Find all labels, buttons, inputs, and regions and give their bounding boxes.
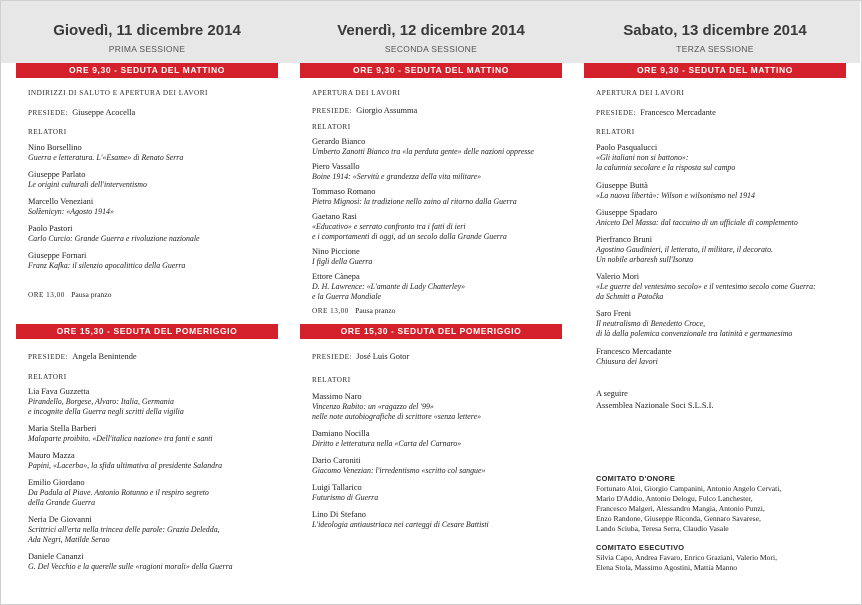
chair-label: PRESIEDE: (312, 107, 353, 115)
honor-committee-line: Enzo Randone, Giuseppe Riconda, Gennaro Savarese, (596, 514, 761, 523)
speaker-name: Marcello Veneziani (28, 197, 94, 206)
speaker-talk: Papini, «Lacerba», la sfida ultimativa al presidente Salandra (28, 461, 223, 470)
speaker-talk: Carlo Curcio: Grande Guerra e rivoluzione nazionale (28, 234, 200, 243)
speaker-name: Saro Freni (596, 309, 632, 318)
opening-label: APERTURA DEI LAVORI (312, 89, 401, 97)
speaker-talk: Malaparte proibito. «Dell'italica nazione» tra fanti e santi (28, 434, 213, 443)
honor-committee-line: Mario D'Addio, Antonio Delogu, Fulco Lanchester, (596, 494, 753, 503)
speaker-talk: e incognite della Guerra negli scritti della vigilia (28, 407, 184, 416)
speaker-name: Ettore Cànepa (312, 272, 360, 281)
chair-label: PRESIEDE: (312, 353, 353, 361)
relatori-label: RELATORI (312, 123, 351, 131)
chair-name: José Luis Gotor (356, 352, 410, 361)
speaker-talk: D. H. Lawrence: «L'amante di Lady Chatterley» (312, 282, 466, 291)
speaker-name: Lia Fava Guzzetta (28, 387, 90, 396)
speaker-talk: di là dalla polemica convenzionale tra latinità e germanesimo (596, 329, 793, 338)
speaker-talk: Guerra e letteratura. L'«Esame» di Renato Serra (28, 153, 184, 162)
speaker-name: Lino Di Stefano (312, 510, 366, 519)
opening-label: INDIRIZZI DI SALUTO E APERTURA DEI LAVORI (28, 89, 208, 97)
speaker-name: Giuseppe Parlato (28, 170, 86, 179)
lunch-line (312, 306, 395, 316)
relatori-label: RELATORI (596, 128, 635, 136)
speaker-talk: Diritto e letteratura nella «Carta del Carnaro» (312, 439, 462, 448)
speaker-talk: «La nuova libertà»: Wilson e wilsonismo nel 1914 (596, 191, 755, 200)
speaker-talk: Le origini culturali dell'interventismo (28, 180, 147, 189)
speaker-talk: G. Del Vecchio e la querelle sulle «ragioni morali» della Guerra (28, 562, 233, 571)
chair-line (28, 352, 137, 362)
speaker-name: Paolo Pastori (28, 224, 73, 233)
speaker-talk: Pietro Mignosi: la tradizione nello zaino al ritorno dalla Guerra (312, 197, 517, 206)
speaker-talk: «Le guerre del ventesimo secolo» e il ventesimo secolo come Guerra: (596, 282, 816, 291)
speaker-talk: e i comportamenti di oggi, ad un secolo dalla Grande Guerra (312, 232, 507, 241)
speaker-talk: Ada Negri, Matilde Serao (28, 535, 110, 544)
chair-name: Giorgio Assumma (356, 106, 418, 115)
speaker-name: Gaetano Rasi (312, 212, 357, 221)
speaker-name: Giuseppe Spadaro (596, 208, 658, 217)
speaker-talk: Da Padula al Piave. Antonio Rotunno e il respiro segreto (28, 488, 209, 497)
lunch-label: Pausa pranzo (355, 306, 396, 315)
honor-committee-line: Francesco Malgeri, Alessandro Mangia, Antonio Punzi, (596, 504, 765, 513)
morning-session-bar: ORE 9,30 - SEDUTA DEL MATTINO (300, 63, 562, 78)
speaker-talk: «Gli italiani non si battono»: (596, 153, 689, 162)
speaker-name: Dario Caroniti (312, 456, 361, 465)
afternoon-session-bar: ORE 15,30 - SEDUTA DEL POMERIGGIO (300, 324, 562, 339)
speaker-name: Pierfranco Bruni (596, 235, 653, 244)
lunch-line (28, 290, 111, 300)
speaker-talk: Il neutralismo di Benedetto Croce, (596, 319, 706, 328)
day-title: Giovedì, 11 dicembre 2014 (53, 22, 241, 39)
speaker-talk: L'ideologia antiaustriaca nei carteggi di Cesare Battisti (312, 520, 489, 529)
chair-name: Francesco Mercadante (640, 108, 716, 117)
chair-label: PRESIEDE: (28, 109, 69, 117)
speaker-talk: Franz Kafka: il silenzio apocalittico della Guerra (28, 261, 186, 270)
speaker-talk: da Schmitt a Patočka (596, 292, 664, 301)
speaker-talk: Aniceto Del Massa: dal taccuino di un ufficiale di complemento (596, 218, 798, 227)
speaker-name: Gerardo Bianco (312, 137, 366, 146)
chair-line (312, 106, 417, 116)
honor-committee-line: Fortunato Aloi, Giorgio Campanini, Antonio Angelo Cervati, (596, 484, 782, 493)
day-title: Sabato, 13 dicembre 2014 (623, 22, 807, 39)
speaker-name: Emilio Giordano (28, 478, 85, 487)
lunch-time: ORE 13,00 (28, 291, 65, 299)
session-label: TERZA SESSIONE (676, 44, 754, 54)
exec-committee-line: Silvia Capo, Andrea Favaro, Enrico Graziani, Valerio Mori, (596, 553, 778, 562)
speaker-name: Massimo Naro (312, 392, 362, 401)
relatori-label: RELATORI (28, 128, 67, 136)
speaker-talk: Giacomo Venezian: l'irredentismo «scritto col sangue» (312, 466, 486, 475)
speaker-name: Nino Borsellino (28, 143, 82, 152)
speaker-talk: «Educativo» e serrato confronto tra i fatti di ieri (312, 222, 466, 231)
speaker-name: Daniele Cananzi (28, 552, 84, 561)
session-label: PRIMA SESSIONE (108, 44, 186, 54)
speaker-name: Mauro Mazza (28, 451, 75, 460)
chair-line (28, 108, 135, 118)
speaker-name: Neria De Giovanni (28, 515, 92, 524)
chair-line (312, 352, 409, 362)
speaker-talk: e la Guerra Mondiale (312, 292, 382, 301)
speaker-talk: Vincenzo Rabito: un «ragazzo del '99» (312, 402, 434, 411)
relatori-label: RELATORI (312, 376, 351, 384)
lunch-label: Pausa pranzo (71, 290, 112, 299)
speaker-talk: Scrittrici all'erta nella trincea delle parole: Grazia Deledda, (28, 525, 220, 534)
lunch-time: ORE 13,00 (312, 307, 349, 315)
speaker-talk: Solženicyn: «Agosto 1914» (28, 207, 114, 216)
morning-session-bar: ORE 9,30 - SEDUTA DEL MATTINO (16, 63, 278, 78)
opening-label: APERTURA DEI LAVORI (596, 89, 685, 97)
speaker-name: Francesco Mercadante (596, 347, 672, 356)
chair-name: Angela Benintende (72, 352, 137, 361)
speaker-name: Luigi Tallarico (312, 483, 362, 492)
speaker-talk: nelle note autobiografiche di scrittore «senza lettere» (312, 412, 482, 421)
speaker-name: Giuseppe Fornari (28, 251, 87, 260)
speaker-name: Nino Piccione (312, 247, 360, 256)
speaker-talk: Chiusura dei lavori (596, 357, 658, 366)
day-title: Venerdì, 12 dicembre 2014 (337, 22, 525, 39)
speaker-talk: Boine 1914: «Servitù e grandezza della vita militare» (312, 172, 482, 181)
speaker-talk: I figli della Guerra (312, 257, 373, 266)
speaker-talk: Agostino Gaudinieri, il letterato, il militare, il decorato. (596, 245, 774, 254)
honor-committee-title: COMITATO D'ONORE (596, 474, 676, 483)
speaker-talk: Un nobile arbaresh sull'Isonzo (596, 255, 694, 264)
speaker-name: Valerio Mori (596, 272, 640, 281)
chair-label: PRESIEDE: (28, 353, 69, 361)
speaker-name: Piero Vassallo (312, 162, 360, 171)
afternoon-session-bar: ORE 15,30 - SEDUTA DEL POMERIGGIO (16, 324, 278, 339)
follow-text: Assemblea Nazionale Soci S.L.S.I. (596, 401, 714, 410)
session-label: SECONDA SESSIONE (384, 44, 478, 54)
speaker-talk: Umberto Zanotti Bianco tra «la perduta gente» delle nazioni oppresse (312, 147, 534, 156)
follow-label: A seguire (596, 389, 628, 398)
morning-session-bar: ORE 9,30 - SEDUTA DEL MATTINO (584, 63, 846, 78)
exec-committee-line: Elena Stola, Massimo Agostini, Mattia Manno (596, 563, 738, 572)
speaker-name: Tommaso Romano (312, 187, 376, 196)
relatori-label: RELATORI (28, 373, 67, 381)
speaker-talk: della Grande Guerra (28, 498, 96, 507)
speaker-talk: la calunnia secolare e la risposta sul campo (596, 163, 736, 172)
speaker-talk: Futurismo di Guerra (312, 493, 379, 502)
chair-line (596, 108, 716, 118)
chair-label: PRESIEDE: (596, 109, 637, 117)
speaker-name: Maria Stella Barberi (28, 424, 97, 433)
speaker-name: Damiano Nocilla (312, 429, 370, 438)
speaker-talk: Pirandello, Borgese, Alvaro: Italia, Germania (28, 397, 174, 406)
speaker-name: Giuseppe Buttà (596, 181, 648, 190)
speaker-name: Paolo Pasqualucci (596, 143, 658, 152)
honor-committee-line: Lando Sciuba, Teresa Serra, Claudio Vasale (596, 524, 729, 533)
chair-name: Giuseppe Acocella (72, 108, 136, 117)
exec-committee-title: COMITATO ESECUTIVO (596, 543, 685, 552)
